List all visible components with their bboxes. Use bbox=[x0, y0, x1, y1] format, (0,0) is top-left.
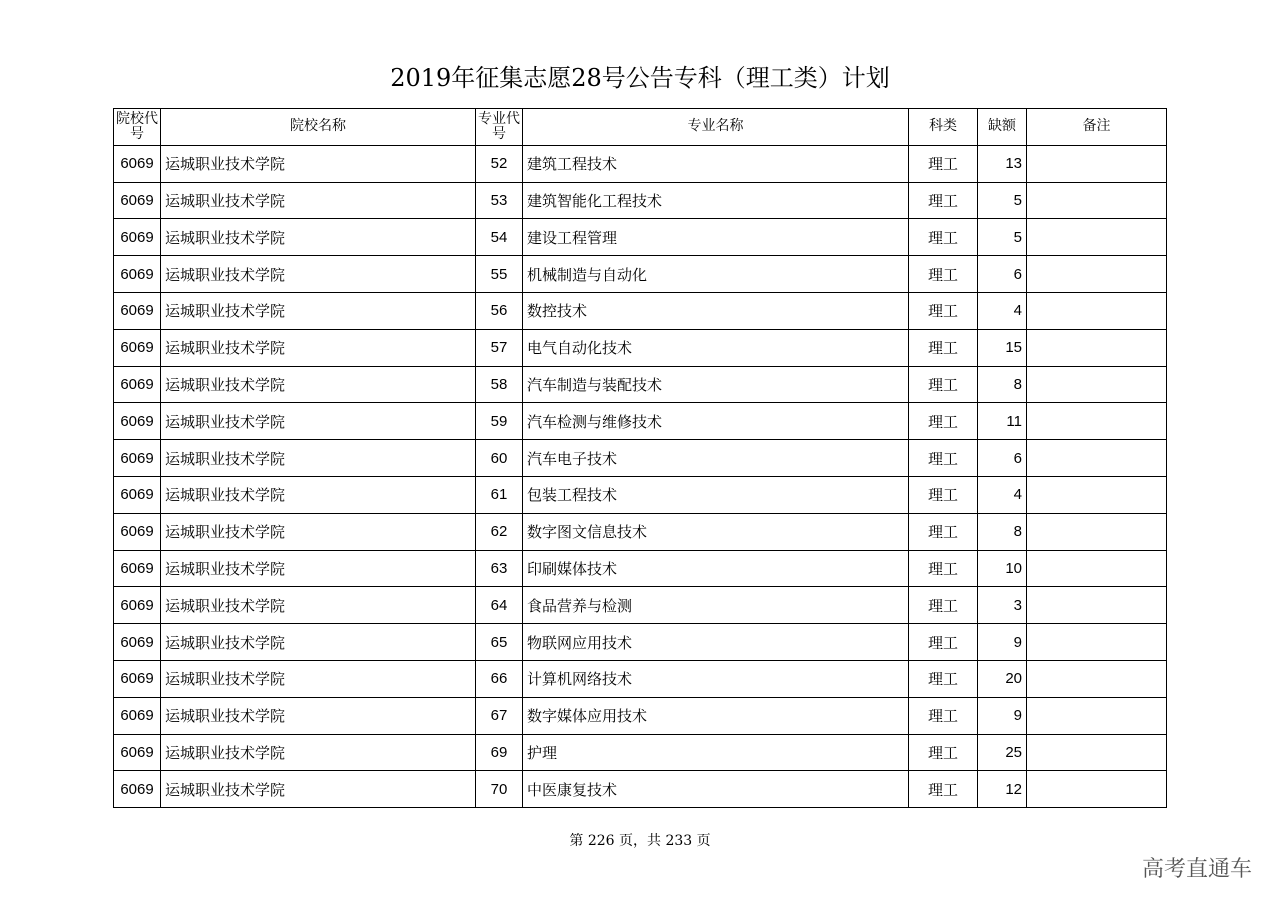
cell-school-code: 6069 bbox=[114, 219, 161, 256]
cell-school-name: 运城职业技术学院 bbox=[161, 219, 476, 256]
cell-major-name: 护理 bbox=[523, 734, 909, 771]
cell-quota: 11 bbox=[978, 403, 1027, 440]
cell-remarks bbox=[1027, 697, 1167, 734]
cell-school-code: 6069 bbox=[114, 256, 161, 293]
cell-school-code: 6069 bbox=[114, 476, 161, 513]
table-row bbox=[114, 145, 1167, 182]
cell-school-code: 6069 bbox=[114, 550, 161, 587]
page-footer: 第 226 页，共 233 页 bbox=[569, 833, 711, 849]
cell-school-name: 运城职业技术学院 bbox=[161, 476, 476, 513]
cell-school-name: 运城职业技术学院 bbox=[161, 513, 476, 550]
cell-quota: 25 bbox=[978, 734, 1027, 771]
cell-major-code: 53 bbox=[476, 182, 523, 219]
cell-category: 理工 bbox=[909, 513, 978, 550]
cell-school-code: 6069 bbox=[114, 292, 161, 329]
table-row bbox=[114, 624, 1167, 661]
cell-school-name: 运城职业技术学院 bbox=[161, 624, 476, 661]
cell-school-name: 运城职业技术学院 bbox=[161, 587, 476, 624]
cell-school-code: 6069 bbox=[114, 182, 161, 219]
cell-major-name: 数字图文信息技术 bbox=[523, 513, 909, 550]
cell-category: 理工 bbox=[909, 660, 978, 697]
cell-school-code: 6069 bbox=[114, 403, 161, 440]
cell-quota: 12 bbox=[978, 771, 1027, 808]
header-remarks: 备注 bbox=[1027, 109, 1167, 146]
header-major-name: 专业名称 bbox=[523, 109, 909, 146]
cell-school-name: 运城职业技术学院 bbox=[161, 366, 476, 403]
cell-remarks bbox=[1027, 624, 1167, 661]
cell-school-code: 6069 bbox=[114, 624, 161, 661]
cell-major-name: 包装工程技术 bbox=[523, 476, 909, 513]
table-row bbox=[114, 587, 1167, 624]
cell-major-name: 数字媒体应用技术 bbox=[523, 697, 909, 734]
cell-remarks bbox=[1027, 771, 1167, 808]
cell-quota: 9 bbox=[978, 697, 1027, 734]
cell-remarks bbox=[1027, 182, 1167, 219]
cell-remarks bbox=[1027, 292, 1167, 329]
cell-major-name: 建筑工程技术 bbox=[523, 145, 909, 182]
cell-remarks bbox=[1027, 513, 1167, 550]
cell-category: 理工 bbox=[909, 403, 978, 440]
table-row bbox=[114, 734, 1167, 771]
cell-category: 理工 bbox=[909, 734, 978, 771]
cell-remarks bbox=[1027, 403, 1167, 440]
cell-school-code: 6069 bbox=[114, 771, 161, 808]
cell-major-name: 电气自动化技术 bbox=[523, 329, 909, 366]
cell-quota: 4 bbox=[978, 476, 1027, 513]
cell-school-name: 运城职业技术学院 bbox=[161, 734, 476, 771]
cell-quota: 20 bbox=[978, 660, 1027, 697]
cell-school-name: 运城职业技术学院 bbox=[161, 182, 476, 219]
plan-table bbox=[113, 108, 1167, 808]
cell-category: 理工 bbox=[909, 697, 978, 734]
table-row bbox=[114, 256, 1167, 293]
cell-major-code: 62 bbox=[476, 513, 523, 550]
cell-major-code: 58 bbox=[476, 366, 523, 403]
cell-quota: 6 bbox=[978, 256, 1027, 293]
cell-school-code: 6069 bbox=[114, 697, 161, 734]
cell-quota: 4 bbox=[978, 292, 1027, 329]
cell-major-code: 56 bbox=[476, 292, 523, 329]
cell-major-name: 数控技术 bbox=[523, 292, 909, 329]
cell-category: 理工 bbox=[909, 476, 978, 513]
cell-school-code: 6069 bbox=[114, 145, 161, 182]
cell-major-code: 59 bbox=[476, 403, 523, 440]
cell-major-name: 印刷媒体技术 bbox=[523, 550, 909, 587]
cell-category: 理工 bbox=[909, 771, 978, 808]
table-row bbox=[114, 219, 1167, 256]
cell-remarks bbox=[1027, 256, 1167, 293]
cell-remarks bbox=[1027, 734, 1167, 771]
cell-school-name: 运城职业技术学院 bbox=[161, 292, 476, 329]
table-row bbox=[114, 366, 1167, 403]
cell-school-name: 运城职业技术学院 bbox=[161, 771, 476, 808]
table-row bbox=[114, 182, 1167, 219]
cell-major-code: 67 bbox=[476, 697, 523, 734]
page-title: 2019年征集志愿28号公告专科（理工类）计划 bbox=[390, 64, 890, 92]
cell-quota: 15 bbox=[978, 329, 1027, 366]
cell-remarks bbox=[1027, 329, 1167, 366]
cell-school-code: 6069 bbox=[114, 587, 161, 624]
table-header-row bbox=[114, 109, 1167, 146]
table-row bbox=[114, 440, 1167, 477]
cell-category: 理工 bbox=[909, 329, 978, 366]
header-quota: 缺额 bbox=[978, 109, 1027, 146]
cell-major-name: 汽车制造与装配技术 bbox=[523, 366, 909, 403]
cell-remarks bbox=[1027, 660, 1167, 697]
cell-major-name: 机械制造与自动化 bbox=[523, 256, 909, 293]
cell-major-name: 建筑智能化工程技术 bbox=[523, 182, 909, 219]
cell-major-code: 65 bbox=[476, 624, 523, 661]
header-school-code: 院校代号 bbox=[114, 109, 161, 146]
cell-school-name: 运城职业技术学院 bbox=[161, 329, 476, 366]
cell-major-name: 计算机网络技术 bbox=[523, 660, 909, 697]
cell-school-code: 6069 bbox=[114, 329, 161, 366]
cell-major-name: 建设工程管理 bbox=[523, 219, 909, 256]
table-row bbox=[114, 292, 1167, 329]
cell-major-name: 食品营养与检测 bbox=[523, 587, 909, 624]
cell-category: 理工 bbox=[909, 292, 978, 329]
cell-category: 理工 bbox=[909, 256, 978, 293]
cell-category: 理工 bbox=[909, 182, 978, 219]
cell-school-name: 运城职业技术学院 bbox=[161, 660, 476, 697]
cell-quota: 8 bbox=[978, 513, 1027, 550]
cell-remarks bbox=[1027, 550, 1167, 587]
cell-quota: 6 bbox=[978, 440, 1027, 477]
cell-major-code: 61 bbox=[476, 476, 523, 513]
cell-major-name: 物联网应用技术 bbox=[523, 624, 909, 661]
cell-category: 理工 bbox=[909, 145, 978, 182]
cell-major-code: 63 bbox=[476, 550, 523, 587]
cell-school-code: 6069 bbox=[114, 513, 161, 550]
cell-school-code: 6069 bbox=[114, 366, 161, 403]
cell-quota: 10 bbox=[978, 550, 1027, 587]
cell-category: 理工 bbox=[909, 624, 978, 661]
cell-category: 理工 bbox=[909, 440, 978, 477]
cell-major-code: 52 bbox=[476, 145, 523, 182]
header-major-code: 专业代号 bbox=[476, 109, 523, 146]
table-row bbox=[114, 697, 1167, 734]
cell-major-code: 64 bbox=[476, 587, 523, 624]
cell-quota: 3 bbox=[978, 587, 1027, 624]
cell-category: 理工 bbox=[909, 219, 978, 256]
table-row bbox=[114, 403, 1167, 440]
cell-major-code: 55 bbox=[476, 256, 523, 293]
table-row bbox=[114, 771, 1167, 808]
cell-school-code: 6069 bbox=[114, 660, 161, 697]
cell-remarks bbox=[1027, 440, 1167, 477]
cell-school-code: 6069 bbox=[114, 734, 161, 771]
table-body bbox=[114, 145, 1167, 807]
cell-school-name: 运城职业技术学院 bbox=[161, 403, 476, 440]
table-row bbox=[114, 329, 1167, 366]
cell-quota: 9 bbox=[978, 624, 1027, 661]
cell-school-name: 运城职业技术学院 bbox=[161, 256, 476, 293]
cell-quota: 5 bbox=[978, 182, 1027, 219]
watermark-logo: 高考直通车 bbox=[1141, 857, 1252, 882]
cell-category: 理工 bbox=[909, 366, 978, 403]
cell-quota: 13 bbox=[978, 145, 1027, 182]
cell-quota: 5 bbox=[978, 219, 1027, 256]
cell-major-code: 57 bbox=[476, 329, 523, 366]
cell-major-code: 66 bbox=[476, 660, 523, 697]
cell-school-name: 运城职业技术学院 bbox=[161, 697, 476, 734]
cell-major-code: 69 bbox=[476, 734, 523, 771]
header-category: 科类 bbox=[909, 109, 978, 146]
cell-major-name: 汽车检测与维修技术 bbox=[523, 403, 909, 440]
cell-school-code: 6069 bbox=[114, 440, 161, 477]
cell-major-code: 60 bbox=[476, 440, 523, 477]
cell-major-code: 54 bbox=[476, 219, 523, 256]
cell-remarks bbox=[1027, 476, 1167, 513]
cell-category: 理工 bbox=[909, 587, 978, 624]
cell-quota: 8 bbox=[978, 366, 1027, 403]
cell-major-name: 汽车电子技术 bbox=[523, 440, 909, 477]
table-row bbox=[114, 660, 1167, 697]
cell-school-name: 运城职业技术学院 bbox=[161, 550, 476, 587]
table-row bbox=[114, 476, 1167, 513]
table-row bbox=[114, 513, 1167, 550]
table-row bbox=[114, 550, 1167, 587]
cell-school-name: 运城职业技术学院 bbox=[161, 440, 476, 477]
cell-major-name: 中医康复技术 bbox=[523, 771, 909, 808]
cell-remarks bbox=[1027, 219, 1167, 256]
header-school-name: 院校名称 bbox=[161, 109, 476, 146]
cell-major-code: 70 bbox=[476, 771, 523, 808]
cell-school-name: 运城职业技术学院 bbox=[161, 145, 476, 182]
cell-remarks bbox=[1027, 366, 1167, 403]
cell-category: 理工 bbox=[909, 550, 978, 587]
cell-remarks bbox=[1027, 587, 1167, 624]
cell-remarks bbox=[1027, 145, 1167, 182]
